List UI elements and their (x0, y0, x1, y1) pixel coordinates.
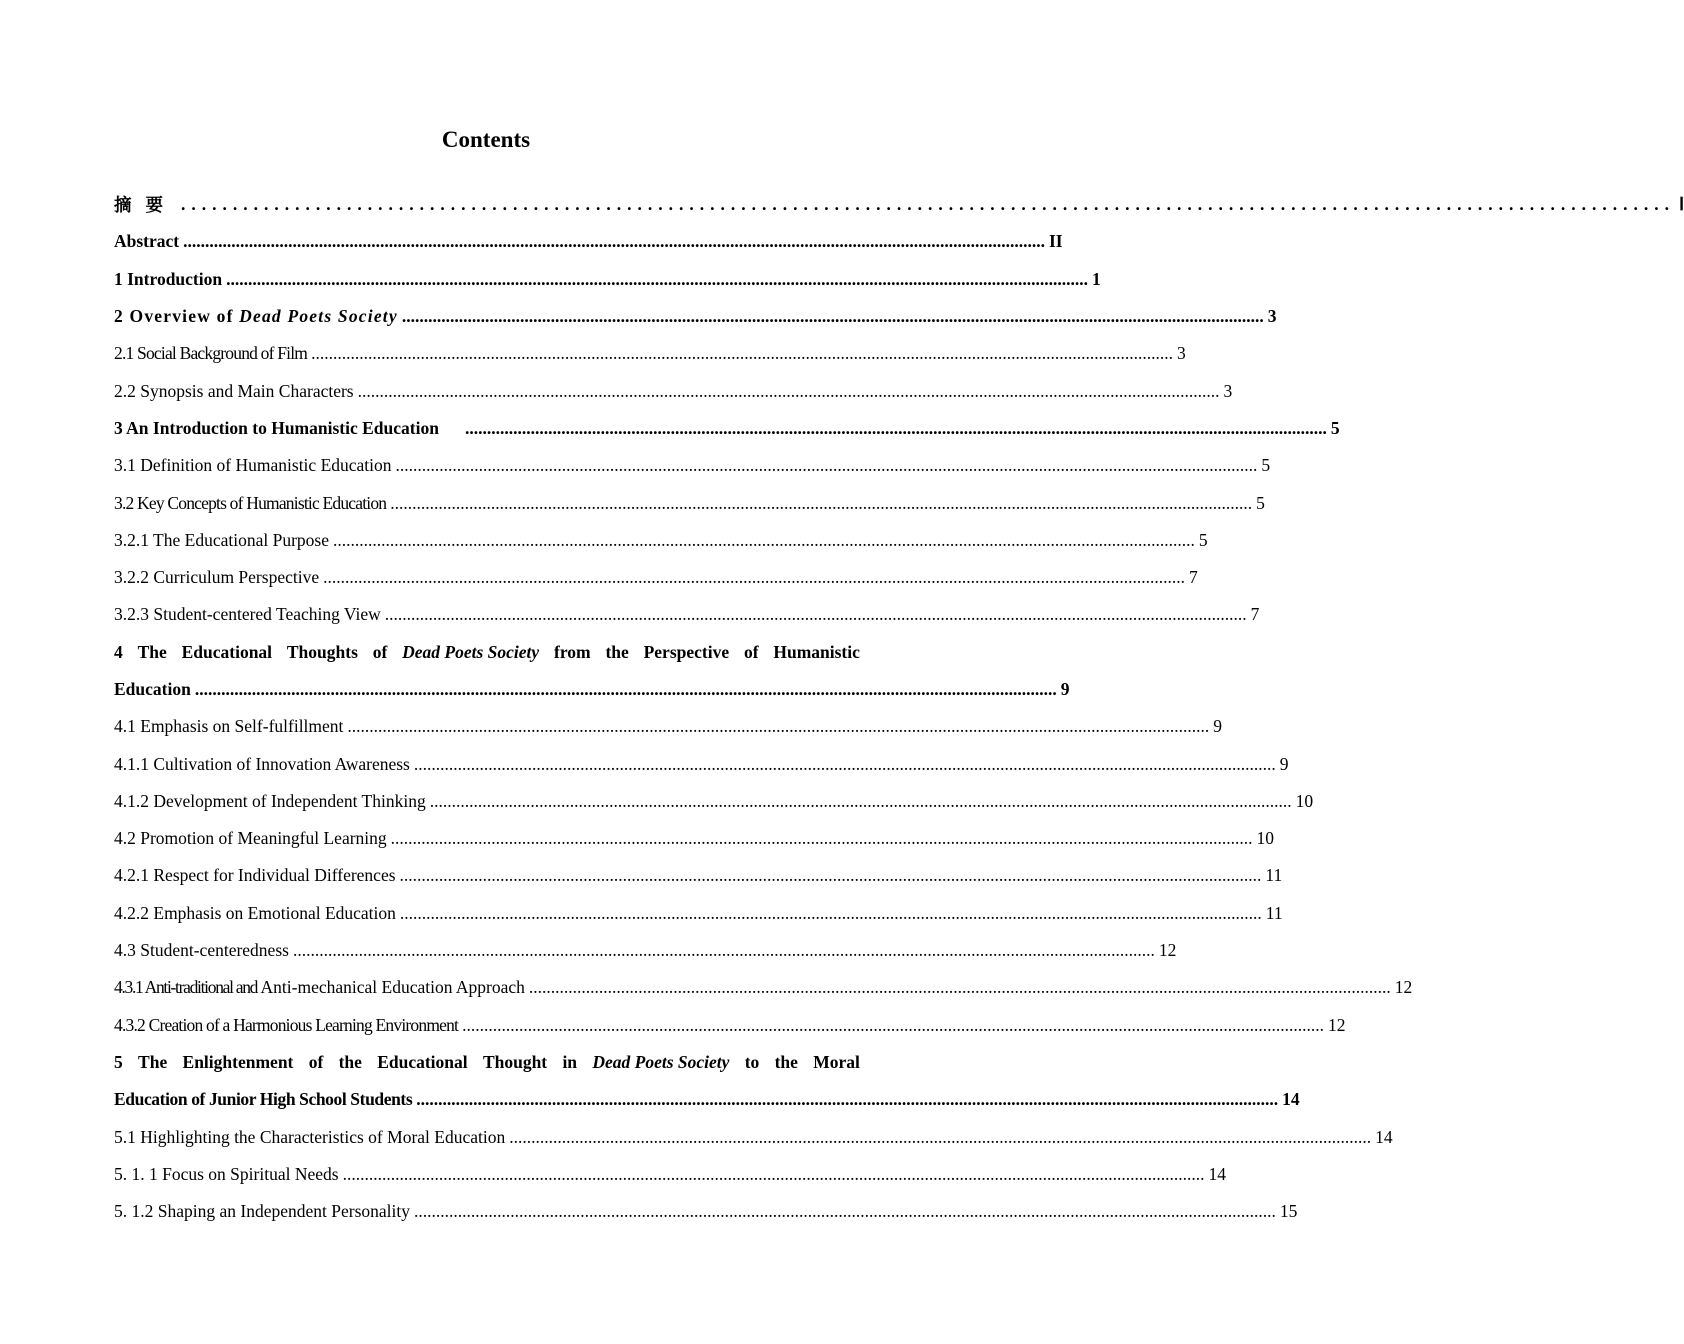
toc-entry-4-2[interactable] (114, 820, 1275, 857)
toc-entry-label: 4.2.1 Respect for Individual Differences (114, 865, 396, 886)
dot-leader: ................................................................................................................................................ (181, 194, 1675, 215)
toc-entry-line (114, 671, 1070, 708)
film-title: Dead Poets Society (239, 306, 398, 327)
dot-leader: ..................................................................................................................................................................................................... (464, 417, 1327, 438)
dot-leader: ..................................................................................................................................................................................................... (226, 268, 1088, 289)
toc-entry-label: 5.1 Highlighting the Characteristics of Moral Education (114, 1126, 506, 1147)
toc-entry-label-text: Anti-mechanical Education Approach (257, 977, 525, 998)
toc-page-number: 12 (1158, 940, 1177, 961)
toc-page-number: 12 (1327, 1014, 1346, 1035)
toc-page-number: 5 (1261, 455, 1271, 476)
toc-entry-label-text: 2 Overview of (114, 306, 240, 327)
toc-word: 4 (114, 641, 123, 662)
toc-page-number: 1 (1091, 268, 1101, 289)
dot-leader: ..................................................................................................................................................................................................... (183, 231, 1045, 252)
page-title: Contents (441, 127, 531, 152)
toc-page-number: 14 (1282, 1089, 1300, 1110)
dot-leader: ..................................................................................................................................................................................................... (390, 492, 1253, 513)
toc-entry-3[interactable] (114, 410, 1340, 447)
toc-entry-abstract[interactable] (114, 223, 1063, 260)
toc-entry-4-3[interactable] (114, 932, 1177, 969)
toc-entry-label: 4.1 Emphasis on Self-fulfillment (114, 716, 344, 737)
toc-entry-line (114, 634, 860, 671)
toc-word: Humanistic (773, 641, 860, 662)
toc-entry-label: 3 An Introduction to Humanistic Education (114, 417, 439, 438)
toc-entry-3-2-3[interactable] (114, 596, 1260, 633)
toc-entry-3-2[interactable] (114, 484, 1265, 521)
toc-word: in (562, 1051, 578, 1072)
toc-word: Enlightenment (182, 1051, 294, 1072)
toc-entry-4-1[interactable] (114, 708, 1223, 745)
dot-leader: ..................................................................................................................................................................................................... (347, 716, 1210, 737)
toc-entry-label: 3.1 Definition of Humanistic Education (114, 455, 392, 476)
toc-page-number: 7 (1188, 567, 1198, 588)
toc-word: Educational (377, 1051, 468, 1072)
toc-page-number: 10 (1256, 828, 1275, 849)
toc-page-number: 3 (1267, 306, 1277, 327)
toc-page-number: 9 (1279, 753, 1289, 774)
toc-entry-5-1[interactable] (114, 1118, 1393, 1155)
dot-leader: ..................................................................................................................................................................................................... (528, 977, 1391, 998)
toc-entry-label: 3.2 Key Concepts of Humanistic Education (114, 492, 387, 513)
toc-page-number: 12 (1394, 977, 1413, 998)
dot-leader: ..................................................................................................................................................................................................... (416, 1089, 1279, 1110)
toc-entry-4-2-2[interactable] (114, 895, 1283, 932)
table-of-contents (114, 186, 1684, 1230)
film-title: Dead Poets Society (402, 641, 540, 662)
toc-page-number: 3 (1223, 380, 1233, 401)
toc-page-number: 11 (1265, 902, 1283, 923)
toc-entry-label: 3.2.2 Curriculum Perspective (114, 567, 320, 588)
toc-entry-4-1-2[interactable] (114, 783, 1314, 820)
dot-leader: ..................................................................................................................................................................................................... (342, 1163, 1205, 1184)
toc-page-number: 14 (1375, 1126, 1393, 1147)
toc-entry-label: Abstract (114, 231, 180, 252)
toc-entry-label-text: 4.3.1 Anti-traditional and (114, 977, 258, 998)
toc-entry-4-2-1[interactable] (114, 857, 1283, 894)
toc-word: the (338, 1051, 362, 1072)
dot-leader: ..................................................................................................................................................................................................... (390, 828, 1253, 849)
toc-entry-3-1[interactable] (114, 447, 1271, 484)
toc-word: Moral (813, 1051, 860, 1072)
toc-entry-2-1[interactable] (114, 335, 1186, 372)
toc-entry-4-3-2[interactable] (114, 1007, 1346, 1044)
toc-word: 5 (114, 1051, 123, 1072)
toc-page-number: 5 (1330, 417, 1340, 438)
dot-leader: ..................................................................................................................................................................................................... (311, 343, 1173, 364)
toc-page-number: 9 (1213, 716, 1223, 737)
toc-word: to (744, 1051, 760, 1072)
dot-leader: ..................................................................................................................................................................................................... (462, 1014, 1324, 1035)
toc-entry-label: Education of Junior High School Students (114, 1089, 413, 1110)
toc-word: of (743, 641, 759, 662)
toc-entry-3-2-1[interactable] (114, 522, 1208, 559)
toc-page-number: 9 (1060, 679, 1070, 699)
toc-page-number: 11 (1265, 865, 1283, 886)
toc-entry-label: 4.2 Promotion of Meaningful Learning (114, 828, 387, 849)
toc-entry-label: 1 Introduction (114, 268, 223, 289)
toc-entry-label: 4.1.2 Development of Independent Thinking (114, 790, 426, 811)
toc-word: Perspective (643, 641, 730, 662)
toc-word: of (372, 641, 388, 662)
toc-entry-label: 2.1 Social Background of Film (114, 343, 308, 364)
dot-leader: ..................................................................................................................................................................................................... (509, 1126, 1372, 1147)
toc-entry-label (114, 977, 525, 998)
toc-page-number: 14 (1208, 1163, 1226, 1184)
toc-entry-label: 摘要 (114, 195, 177, 216)
toc-entry-5-1-1[interactable] (114, 1156, 1226, 1193)
toc-entry-label: 4.2.2 Emphasis on Emotional Education (114, 902, 396, 923)
dot-leader: ..................................................................................................................................................................................................... (399, 865, 1262, 886)
dot-leader: ..................................................................................................................................................................................................... (292, 940, 1155, 961)
toc-page-number: 15 (1279, 1201, 1298, 1222)
toc-entry-label: 5. 1. 1 Focus on Spiritual Needs (114, 1163, 339, 1184)
toc-entry-line (114, 1044, 860, 1081)
toc-page-number: 3 (1176, 343, 1186, 364)
toc-entry-1[interactable] (114, 261, 1101, 298)
toc-entry-2[interactable] (114, 298, 1277, 335)
toc-word: Educational (181, 641, 273, 662)
toc-page-number: 5 (1256, 492, 1265, 513)
toc-entry-4[interactable] (114, 634, 1070, 709)
toc-entry-label: 5. 1.2 Shaping an Independent Personality (114, 1201, 410, 1222)
toc-page-number: 7 (1250, 604, 1260, 625)
toc-page-number: 5 (1198, 529, 1208, 550)
toc-entry-label: 4.3 Student-centeredness (114, 940, 289, 961)
toc-word: from (554, 641, 591, 662)
toc-page-number: II (1049, 231, 1063, 252)
dot-leader: ..................................................................................................................................................................................................... (399, 902, 1262, 923)
dot-leader: ..................................................................................................................................................................................................... (323, 567, 1185, 588)
toc-page-number: Ⅰ (1679, 194, 1684, 215)
toc-word: The (138, 1051, 168, 1072)
toc-entry-label (114, 306, 398, 327)
toc-word: the (774, 1051, 798, 1072)
dot-leader: ..................................................................................................................................................................................................... (357, 380, 1220, 401)
toc-entry-3-2-2[interactable] (114, 559, 1198, 596)
toc-entry-4-1-1[interactable] (114, 745, 1289, 782)
dot-leader: ..................................................................................................................................................................................................... (384, 604, 1247, 625)
dot-leader: ..................................................................................................................................................................................................... (414, 1201, 1276, 1222)
dot-leader: ..................................................................................................................................................................................................... (401, 306, 1264, 327)
toc-word: the (605, 641, 629, 662)
dot-leader: ..................................................................................................................................................................................................... (332, 529, 1195, 550)
toc-entry-label: 2.2 Synopsis and Main Characters (114, 380, 354, 401)
toc-entry-abstract-zh[interactable] (114, 186, 1684, 223)
toc-entry-line (114, 1081, 1300, 1118)
toc-page-number: 10 (1295, 790, 1314, 811)
toc-entry-2-2[interactable] (114, 372, 1233, 409)
toc-word: Thoughts (286, 641, 358, 662)
toc-entry-label: 3.2.3 Student-centered Teaching View (114, 604, 381, 625)
dot-leader: ..................................................................................................................................................................................................... (395, 455, 1258, 476)
toc-entry-label: Education (114, 679, 191, 699)
film-title: Dead Poets Society (592, 1051, 730, 1072)
toc-entry-5-1-2[interactable] (114, 1193, 1298, 1230)
dot-leader: ..................................................................................................................................................................................................... (429, 790, 1292, 811)
toc-word: Thought (482, 1051, 548, 1072)
toc-entry-label: 4.3.2 Creation of a Harmonious Learning Environment (114, 1014, 459, 1035)
dot-leader: ..................................................................................................................................................................................................... (194, 679, 1057, 699)
toc-word: of (308, 1051, 324, 1072)
toc-entry-4-3-1[interactable] (114, 969, 1413, 1006)
toc-entry-label: 4.1.1 Cultivation of Innovation Awareness (114, 753, 410, 774)
toc-entry-label: 3.2.1 The Educational Purpose (114, 529, 329, 550)
toc-entry-5[interactable] (114, 1044, 1300, 1119)
dot-leader: ..................................................................................................................................................................................................... (413, 753, 1276, 774)
toc-word: The (137, 641, 167, 662)
